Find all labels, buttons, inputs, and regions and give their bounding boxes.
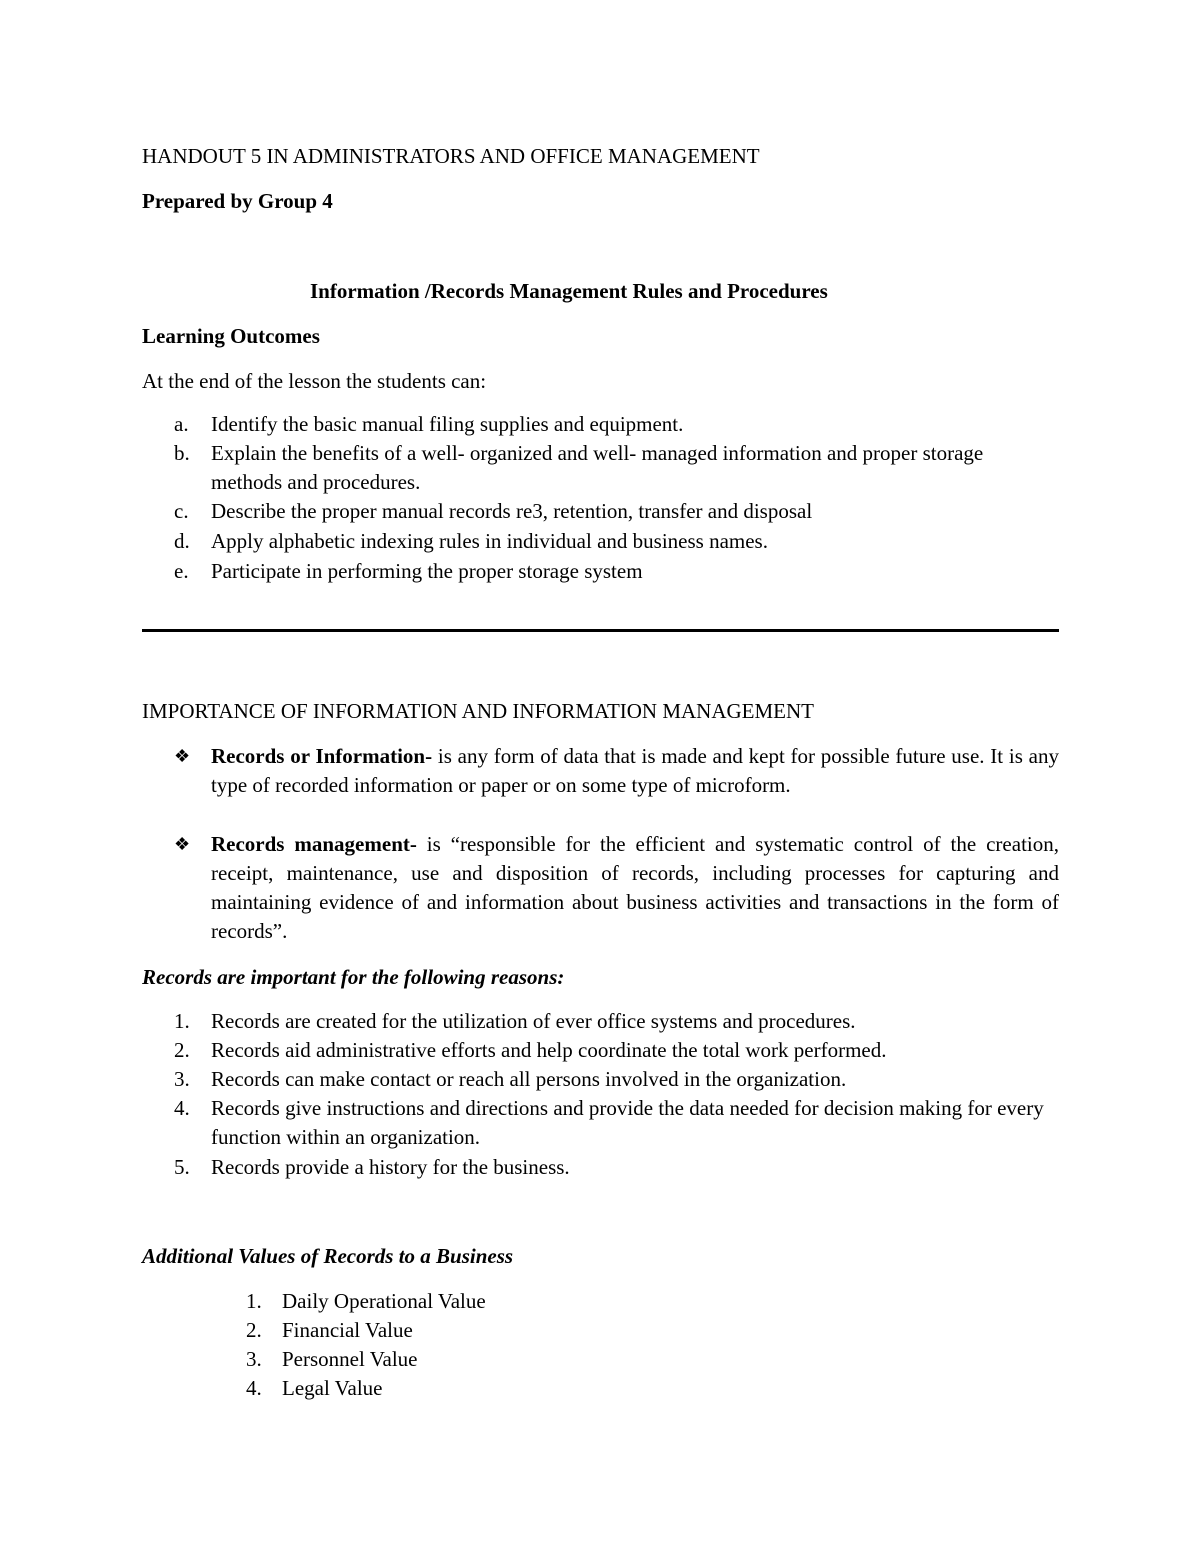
definition-body: is any form of data that is made and kept for possible future use. It is any type of recorded information or paper or on some type of microform. [211,744,1059,797]
definition-text [211,830,1059,946]
list-marker: d. [174,529,190,553]
list-item-text: Records aid administrative efforts and help coordinate the total work performed. [211,1038,887,1062]
prepared-by: Prepared by Group 4 [142,189,333,213]
list-item-text: Describe the proper manual records re3, retention, transfer and disposal [211,499,813,523]
diamond-bullet-icon: ❖ [174,834,191,854]
section-title: Information /Records Management Rules and Procedures [310,279,828,303]
list-item-text: Daily Operational Value [282,1289,486,1313]
list-marker: 5. [174,1155,190,1179]
list-marker: 1. [246,1289,262,1313]
list-item-text: Financial Value [282,1318,413,1342]
list-item-text: Participate in performing the proper storage system [211,559,643,583]
learning-outcomes-heading: Learning Outcomes [142,324,320,348]
list-marker: 4. [174,1096,190,1120]
list-marker: 3. [174,1067,190,1091]
definition-body: is “responsible for the efficient and systematic control of the creation, receipt, maintenance, use and disposition of records, including processes for capturing and maintaining evidence of and information about business activities and transactions in the form of records”. [211,832,1059,943]
horizontal-divider [142,629,1059,632]
list-item-text: Records can make contact or reach all persons involved in the organization. [211,1067,847,1091]
list-item-text: Records give instructions and directions and provide the data needed for decision making for every function within an organization. [211,1096,1044,1149]
importance-heading: IMPORTANCE OF INFORMATION AND INFORMATION MANAGEMENT [142,699,814,723]
values-heading: Additional Values of Records to a Business [142,1244,514,1268]
list-marker: 2. [246,1318,262,1342]
definition-text [211,742,1059,800]
list-marker: 1. [174,1009,190,1033]
list-item-text: Apply alphabetic indexing rules in individual and business names. [211,529,768,553]
list-item-text: Personnel Value [282,1347,418,1371]
list-marker: a. [174,412,189,436]
list-marker: c. [174,499,189,523]
list-item-text: Explain the benefits of a well- organized and well- managed information and proper storage methods and procedures. [211,441,984,494]
list-marker: 3. [246,1347,262,1371]
list-marker: 4. [246,1376,262,1400]
list-item-text: Records are created for the utilization of ever office systems and procedures. [211,1009,856,1033]
list-item-text: Legal Value [282,1376,383,1400]
list-marker: 2. [174,1038,190,1062]
document-title: HANDOUT 5 IN ADMINISTRATORS AND OFFICE MANAGEMENT [142,144,760,168]
list-marker: b. [174,441,190,465]
reasons-heading: Records are important for the following reasons: [142,965,565,989]
list-item-text: Identify the basic manual filing supplies and equipment. [211,412,684,436]
diamond-bullet-icon: ❖ [174,746,191,766]
definition-term: Records management- [211,832,417,856]
definition-term: Records or Information- [211,744,433,768]
outcomes-intro: At the end of the lesson the students can: [142,369,487,393]
list-item-text: Records provide a history for the business. [211,1155,570,1179]
list-marker: e. [174,559,189,583]
